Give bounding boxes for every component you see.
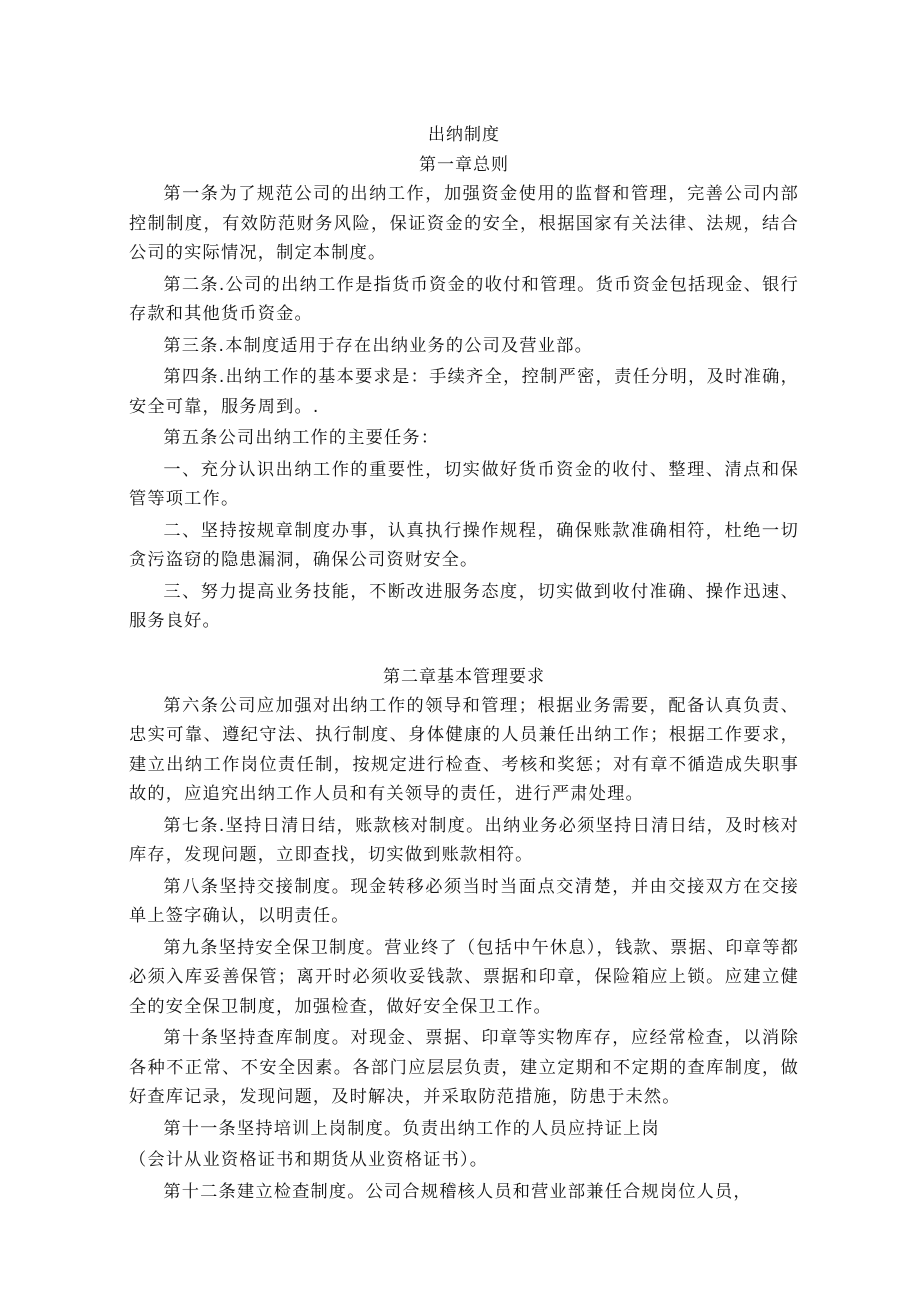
article-5: 第五条公司出纳工作的主要任务： bbox=[163, 428, 440, 448]
task-item-1: 一、充分认识出纳工作的重要性，切实做好货币资金的收付、整理、清点和保管等项工作。 bbox=[129, 459, 799, 509]
task-item-2: 二、坚持按规章制度办事，认真执行操作规程，确保账款准确相符，杜绝一切贪污盗窃的隐患漏洞，确保公司资财安全。 bbox=[129, 520, 799, 570]
article-6: 第六条公司应加强对出纳工作的领导和管理；根据业务需要，配备认真负责、忠实可靠、遵纪守法、执行制度、身体健康的人员兼任出纳工作；根据工作要求，建立出纳工作岗位责任制，按规定进行检查、考核和奖惩；对有章不循造成失职事故的，应追究出纳工作人员和有关领导的责任，进行严肃处理。 bbox=[129, 695, 799, 804]
article-9: 第九条坚持安全保卫制度。营业终了（包括中午休息），钱款、票据、印章等都必须入库妥善保管；离开时必须收妥钱款、票据和印章，保险箱应上锁。应建立健全的安全保卫制度，加强检查，做好安全保卫工作。 bbox=[129, 937, 799, 1017]
article-1: 第一条为了规范公司的出纳工作，加强资金使用的监督和管理，完善公司内部控制制度，有效防范财务风险，保证资金的安全，根据国家有关法律、法规，结合公司的实际情况，制定本制度。 bbox=[129, 184, 799, 263]
document-body bbox=[129, 120, 799, 1209]
article-8: 第八条坚持交接制度。现金转移必须当时当面点交清楚，并由交接双方在交接单上签字确认，以明责任。 bbox=[129, 876, 799, 926]
task-item-3: 三、努力提高业务技能，不断改进服务态度，切实做到收付准确、操作迅速、服务良好。 bbox=[129, 581, 799, 631]
article-10: 第十条坚持查库制度。对现金、票据、印章等实物库存，应经常检查，以消除各种不正常、不安全因素。各部门应层层负责，建立定期和不定期的查库制度，做好查库记录，发现问题，及时解决，并采取防范措施，防患于未然。 bbox=[129, 1028, 799, 1107]
article-7: 第七条.坚持日清日结，账款核对制度。出纳业务必须坚持日清日结，及时核对库存，发现问题，立即查找，切实做到账款相符。 bbox=[129, 815, 799, 865]
article-12: 第十二条建立检查制度。公司合规稽核人员和营业部兼任合规岗位人员， bbox=[163, 1181, 752, 1202]
article-4: 第四条.出纳工作的基本要求是：手续齐全，控制严密，责任分明，及时准确，安全可靠，服务周到。. bbox=[129, 367, 799, 417]
article-11-continuation: （会计从业资格证书和期货从业资格证书）。 bbox=[129, 1150, 489, 1170]
document-title: 出纳制度 bbox=[428, 125, 500, 145]
article-3: 第三条.本制度适用于存在出纳业务的公司及营业部。 bbox=[163, 335, 593, 356]
article-2: 第二条.公司的出纳工作是指货币资金的收付和管理。货币资金包括现金、银行存款和其他货币资金。 bbox=[129, 274, 799, 324]
chapter-2-heading: 第二章基本管理要求 bbox=[383, 666, 545, 687]
article-11: 第十一条坚持培训上岗制度。负责出纳工作的人员应持证上岗 bbox=[163, 1118, 660, 1139]
chapter-1-heading: 第一章总则 bbox=[419, 155, 509, 175]
